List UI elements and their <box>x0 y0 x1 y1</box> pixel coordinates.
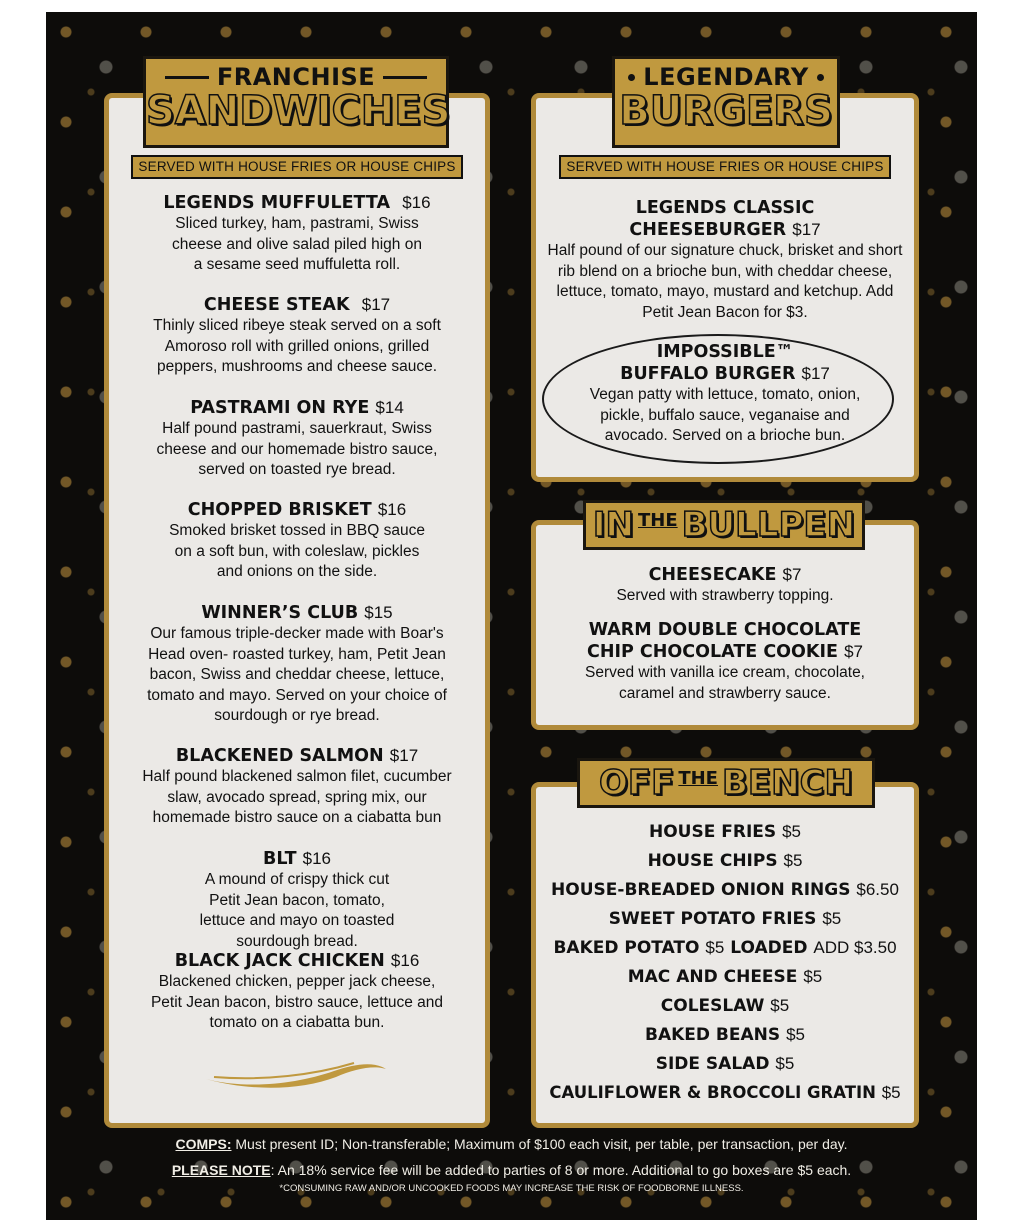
bullpen-title-a: IN <box>592 505 634 545</box>
menu-item <box>109 499 485 583</box>
sandwiches-title: SANDWICHES <box>146 88 451 134</box>
burgers-header <box>612 56 840 148</box>
bullpen-header <box>583 500 865 550</box>
item-name: BLACK JACK CHICKEN <box>174 951 385 971</box>
item-name: SIDE SALAD <box>655 1054 770 1074</box>
item-description: Served with strawberry topping. <box>616 587 834 604</box>
item-name: COLESLAW <box>660 996 765 1016</box>
menu-item <box>109 192 485 276</box>
item-name: LEGENDS MUFFULETTA <box>163 193 391 213</box>
side-item <box>536 817 914 846</box>
burgers-title-top: LEGENDARY <box>643 63 809 91</box>
menu-item <box>536 564 914 607</box>
item-extra-name: LOADED <box>730 938 808 958</box>
item-name: SWEET POTATO FRIES <box>608 909 817 929</box>
item-name: BLACKENED SALMON <box>175 746 384 766</box>
side-item <box>536 1078 914 1107</box>
item-name-line2: CHEESEBURGER <box>629 220 787 240</box>
item-name: CHEESE STEAK <box>203 295 350 315</box>
item-description: Half pound of our signature chuck, brisket and short rib blend on a brioche bun, with cheddar cheese, lettuce, tomato, mayo, mustard and ketchup. Add Petit Jean Bacon for $3. <box>547 242 903 321</box>
menu-item <box>109 397 485 481</box>
item-name: WARM DOUBLE CHOCOLATE <box>588 620 862 640</box>
note-text: : An 18% service fee will be added to parties of 8 or more. Additional to go boxes are $5 each. <box>270 1162 852 1178</box>
gold-swoosh-ornament <box>204 1055 389 1091</box>
note-label: PLEASE NOTE <box>171 1162 271 1178</box>
item-price: $16 <box>377 500 407 519</box>
bench-header <box>577 758 875 808</box>
item-description: Smoked brisket tossed in BBQ sauce on a soft bun, with coleslaw, pickles and onions on the side. <box>169 522 425 580</box>
burgers-title: BURGERS <box>619 88 833 134</box>
sandwiches-list <box>109 192 485 1072</box>
side-item <box>536 904 914 933</box>
side-item <box>536 846 914 875</box>
item-name: IMPOSSIBLE™ <box>656 342 794 362</box>
burgers-served-note: SERVED WITH HOUSE FRIES OR HOUSE CHIPS <box>559 155 891 179</box>
item-price: $17 <box>361 295 391 314</box>
footer-comps <box>46 1136 977 1152</box>
menu-board <box>46 12 977 1220</box>
item-price: $5 <box>822 909 842 928</box>
item-name: HOUSE FRIES <box>649 822 777 842</box>
item-description: Our famous triple-decker made with Boar's Head oven- roasted turkey, ham, Petit Jean bacon, Swiss and cheddar cheese, lettuce, tomato and mayo. Served on your choice of sourdough or rye bread. <box>147 625 447 724</box>
side-item <box>536 933 914 962</box>
item-description: Half pound blackened salmon filet, cucumber slaw, avocado spread, spring mix, our homemade bistro sauce on a ciabatta bun <box>142 768 452 826</box>
item-name: HOUSE CHIPS <box>647 851 778 871</box>
bullpen-list <box>536 564 914 724</box>
item-description: Thinly sliced ribeye steak served on a soft Amoroso roll with grilled onions, grilled peppers, mushrooms and cheese sauce. <box>153 317 441 375</box>
item-description: Served with vanilla ice cream, chocolate, caramel and strawberry sauce. <box>585 664 865 702</box>
menu-item <box>109 848 485 952</box>
item-description: Half pound pastrami, sauerkraut, Swiss cheese and our homemade bistro sauce, served on toasted rye bread. <box>156 420 438 478</box>
menu-item <box>536 620 914 704</box>
bullpen-title-c: BULLPEN <box>681 505 856 545</box>
menu-item <box>109 950 485 1034</box>
item-name-line2: BUFFALO BURGER <box>620 364 796 384</box>
menu-item <box>109 294 485 378</box>
item-name: WINNER’S CLUB <box>201 603 359 623</box>
item-name: CHEESECAKE <box>648 565 777 585</box>
item-description: Blackened chicken, pepper jack cheese, Petit Jean bacon, bistro sauce, lettuce and tomato on a ciabatta bun. <box>150 973 444 1031</box>
burgers-list <box>536 198 914 468</box>
menu-item <box>536 342 914 447</box>
item-name: LEGENDS CLASSIC <box>635 198 815 218</box>
item-price: $5 <box>705 938 725 957</box>
item-price: $15 <box>364 603 393 622</box>
item-price: $5 <box>782 822 801 841</box>
sandwiches-header <box>143 56 449 148</box>
menu-item <box>109 602 485 727</box>
side-item <box>536 991 914 1020</box>
item-name: MAC AND CHEESE <box>627 967 798 987</box>
item-price: $6.50 <box>856 880 899 899</box>
sandwiches-title-top: FRANCHISE <box>216 63 376 91</box>
side-item <box>536 1049 914 1078</box>
bench-title-c: BENCH <box>721 763 853 803</box>
item-price: $5 <box>786 1025 805 1044</box>
item-price: $14 <box>375 398 404 417</box>
bullpen-title-b: THE <box>638 509 678 531</box>
footer-note <box>46 1162 977 1178</box>
menu-item <box>109 745 485 829</box>
side-item <box>536 1020 914 1049</box>
item-price: $7 <box>844 642 863 661</box>
item-name-line2: CHIP CHOCOLATE COOKIE <box>587 642 838 662</box>
item-price: $5 <box>881 1083 901 1102</box>
item-name: BAKED BEANS <box>645 1025 781 1045</box>
item-name: CHOPPED BRISKET <box>187 500 372 520</box>
item-price: $17 <box>801 364 830 383</box>
comps-label: COMPS: <box>175 1136 232 1152</box>
item-price: $16 <box>302 849 331 868</box>
item-price: $17 <box>389 746 419 765</box>
item-name: BAKED POTATO <box>553 938 700 958</box>
item-price: $5 <box>803 967 823 986</box>
item-price: $5 <box>775 1054 795 1073</box>
item-name: HOUSE-BREADED ONION RINGS <box>551 880 851 900</box>
item-description: A mound of crispy thick cut Petit Jean bacon, tomato, lettuce and mayo on toasted sourdough bread. <box>199 871 395 950</box>
item-extra-price: ADD $3.50 <box>813 938 897 957</box>
sandwiches-served-note: SERVED WITH HOUSE FRIES OR HOUSE CHIPS <box>131 155 463 179</box>
footer-warning: *CONSUMING RAW AND/OR UNCOOKED FOODS MAY INCREASE THE RISK OF FOODBORNE ILLNESS. <box>279 1183 744 1194</box>
item-name: CAULIFLOWER & BROCCOLI GRATIN <box>549 1083 876 1102</box>
menu-item <box>536 198 914 323</box>
item-description: Vegan patty with lettuce, tomato, onion, pickle, buffalo sauce, veganaise and avocado. Served on a brioche bun. <box>589 386 861 444</box>
bench-title-a: OFF <box>598 763 675 803</box>
item-price: $16 <box>402 193 431 212</box>
bench-title-b: THE <box>678 767 718 789</box>
item-price: $5 <box>770 996 790 1015</box>
side-item <box>536 875 914 904</box>
item-price: $7 <box>782 565 802 584</box>
item-name: PASTRAMI ON RYE <box>190 398 370 418</box>
item-price: $16 <box>390 951 420 970</box>
side-item <box>536 962 914 991</box>
item-name: BLT <box>263 849 297 869</box>
item-price: $5 <box>783 851 803 870</box>
item-description: Sliced turkey, ham, pastrami, Swiss cheese and olive salad piled high on a sesame seed muffuletta roll. <box>172 215 422 273</box>
comps-text: Must present ID; Non-transferable; Maximum of $100 each visit, per table, per transaction, per day. <box>231 1136 848 1152</box>
bench-list <box>536 817 914 1117</box>
item-price: $17 <box>792 220 821 239</box>
